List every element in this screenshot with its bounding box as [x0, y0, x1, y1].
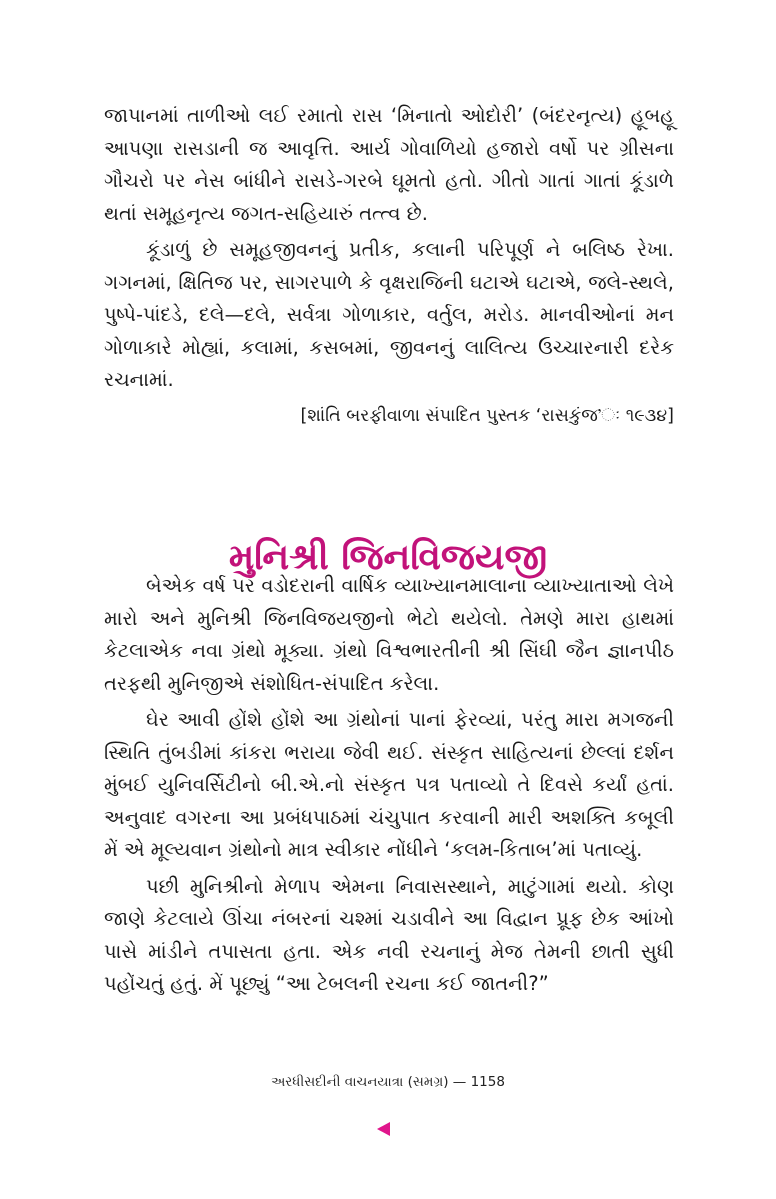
section-rasakunj: [104, 100, 674, 431]
paragraph: જાપાનમાં તાળીઓ લઈ રમાતો રાસ ‘મિનાતો ઓદોરી’ (બંદરનૃત્ય) હૂબહૂ આપણા રાસડાની જ આવૃત્તિ. આર્ય ગોવાળિયો હજારો વર્ષો પર ગ્રીસના ગૌચરો પર નેસ બાંધીને રાસડે-ગરબે ઘૂમતો હતો. ગીતો ગાતાં ગાતાં કૂંડાળે થતાં સમૂહનૃત્ય જગત-સહિયારું તત્ત્વ છે.: [104, 104, 674, 225]
previous-page-icon[interactable]: [377, 1122, 390, 1136]
source-citation: [શાંતિ બરફીવાળા સંપાદિત પુસ્તક ‘રાસકુંજ’ઃ ૧૯૩૪]: [300, 405, 674, 426]
page-footer: અરધીસદીની વાચનયાત્રા (સમગ્ર) — 1158: [271, 1074, 505, 1090]
section-jinvijayji: [104, 570, 674, 1005]
paragraph: પછી મુનિશ્રીનો મેળાપ એમના નિવાસસ્થાને, માટુંગામાં થયો. કોણ જાણે કેટલાયે ઊંચા નંબરનાં ચશ્માં ચડાવીને આ વિદ્વાન પ્રૂફ છેક આંખો પાસે માંડીને તપાસતા હતા. એક નવી રચનાનું મેજ તેમની છાતી સુધી પહોંચતું હતું. મેં પૂછ્યું “આ ટેબલની રચના કઈ જાતની?”: [104, 874, 674, 995]
paragraph: ઘેર આવી હોંશે હોંશે આ ગ્રંથોનાં પાનાં ફેરવ્યાં, પરંતુ મારા મગજની સ્થિતિ તુંબડીમાં કાંકરા ભરાયા જેવી થઈ. સંસ્કૃત સાહિત્યનાં છેલ્લાં દર્શન મુંબઈ યુનિવર્સિટીનો બી.એ.નો સંસ્કૃત પત્ર પતાવ્યો તે દિવસે કર્યાં હતાં. અનુવાદ વગરના આ પ્રબંધપાઠમાં ચંચુપાત કરવાની મારી અશક્તિ કબૂલી મેં એ મૂલ્યવાન ગ્રંથોનો માત્ર સ્વીકાર નોંધીને ‘કલમ-કિતાબ’માં પતાવ્યું.: [104, 708, 674, 861]
paragraph: કૂંડાળું છે સમૂહજીવનનું પ્રતીક, કલાની પરિપૂર્ણ ને બલિષ્ઠ રેખા. ગગનમાં, ક્ષિતિજ પર, સાગરપાળે કે વૃક્ષરાજિની ઘટાએ ઘટાએ, જલે-સ્થલે, પુષ્પે-પાંદડે, દલે—દલે, સર્વત્રા ગોળાકાર, વર્તુલ, મરોડ. માનવીઓનાં મન ગોળાકારે મોહ્યાં, કલામાં, કસબમાં, જીવનનું લાલિત્ય ઉચ્ચારનારી દરેક રચનામાં.: [104, 238, 674, 391]
chapter-heading: મુનિશ્રી જિનવિજયજી: [228, 536, 548, 578]
paragraph: બેએક વર્ષ પર વડોદરાની વાર્ષિક વ્યાખ્યાનમાલાના વ્યાખ્યાતાઓ લેખે મારો અને મુનિશ્રી જિનવિજયજીનો ભેટો થયેલો. તેમણે મારા હાથમાં કેટલાએક નવા ગ્રંથો મૂક્યા. ગ્રંથો વિશ્વભારતીની શ્રી સિંઘી જૈન જ્ઞાનપીઠ તરફથી મુનિજીએ સંશોધિત-સંપાદિત કરેલા.: [104, 574, 674, 695]
